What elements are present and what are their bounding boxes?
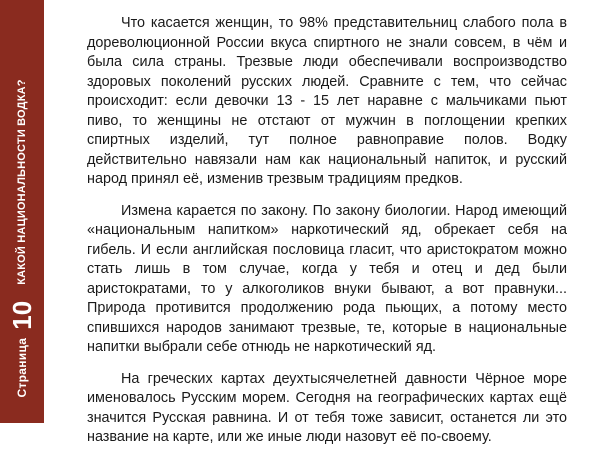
page-label: Страница <box>15 337 29 398</box>
paragraph-women: Что касается женщин, то 98% представительниц слабого пола в дореволюционной России вкуса спиртного не знали совсем, в чём и была сила страны. Трезвые люди обеспечивали воспроизводство здоровых поколений русских людей. Сравните с тем, что сейчас происходит: если девочки 13 - 15 лет наравне с мальчиками пьют пиво, то женщины не отстают от мужчин в поглощении крепких спиртных изделий, тут полное равноправие полов. Водку действительно навязали нам как национальный напиток, и русский народ принял её, изменив трезвым традициям предков. <box>87 15 567 187</box>
paragraph-betrayal: Измена карается по закону. По закону биологии. Народ имеющий «национальным напитком» наркотический яд, обрекает себя на гибель. И если английская пословица гласит, что аристократом можно стать лишь в том случае, когда у тебя и отец и дед были аристократами, то у алкоголиков внуки бывают, а вот правнуки... Природа противится продолжению рода пьющих, а потому место спившихся народов занимают трезвые, те, которые в национальные напитки выбрали себе отнюдь не наркотический яд. <box>87 202 567 355</box>
sidebar-caption <box>0 1 44 424</box>
paragraph-russian-sea: На греческих картах деухтысячелетней давности Чёрное море именовалось Русским морем. Сегодня на географических картах ещё значится Русская равнина. И от тебя тоже зависит, останется ли это название на карте, или же иные люди назовут её по-своему. <box>87 370 567 445</box>
article-body <box>87 14 567 460</box>
section-title: КАКОЙ НАЦИОНАЛЬНОСТИ ВОДКА? <box>16 79 28 285</box>
page-number: 10 <box>7 300 37 330</box>
sidebar <box>0 0 44 423</box>
